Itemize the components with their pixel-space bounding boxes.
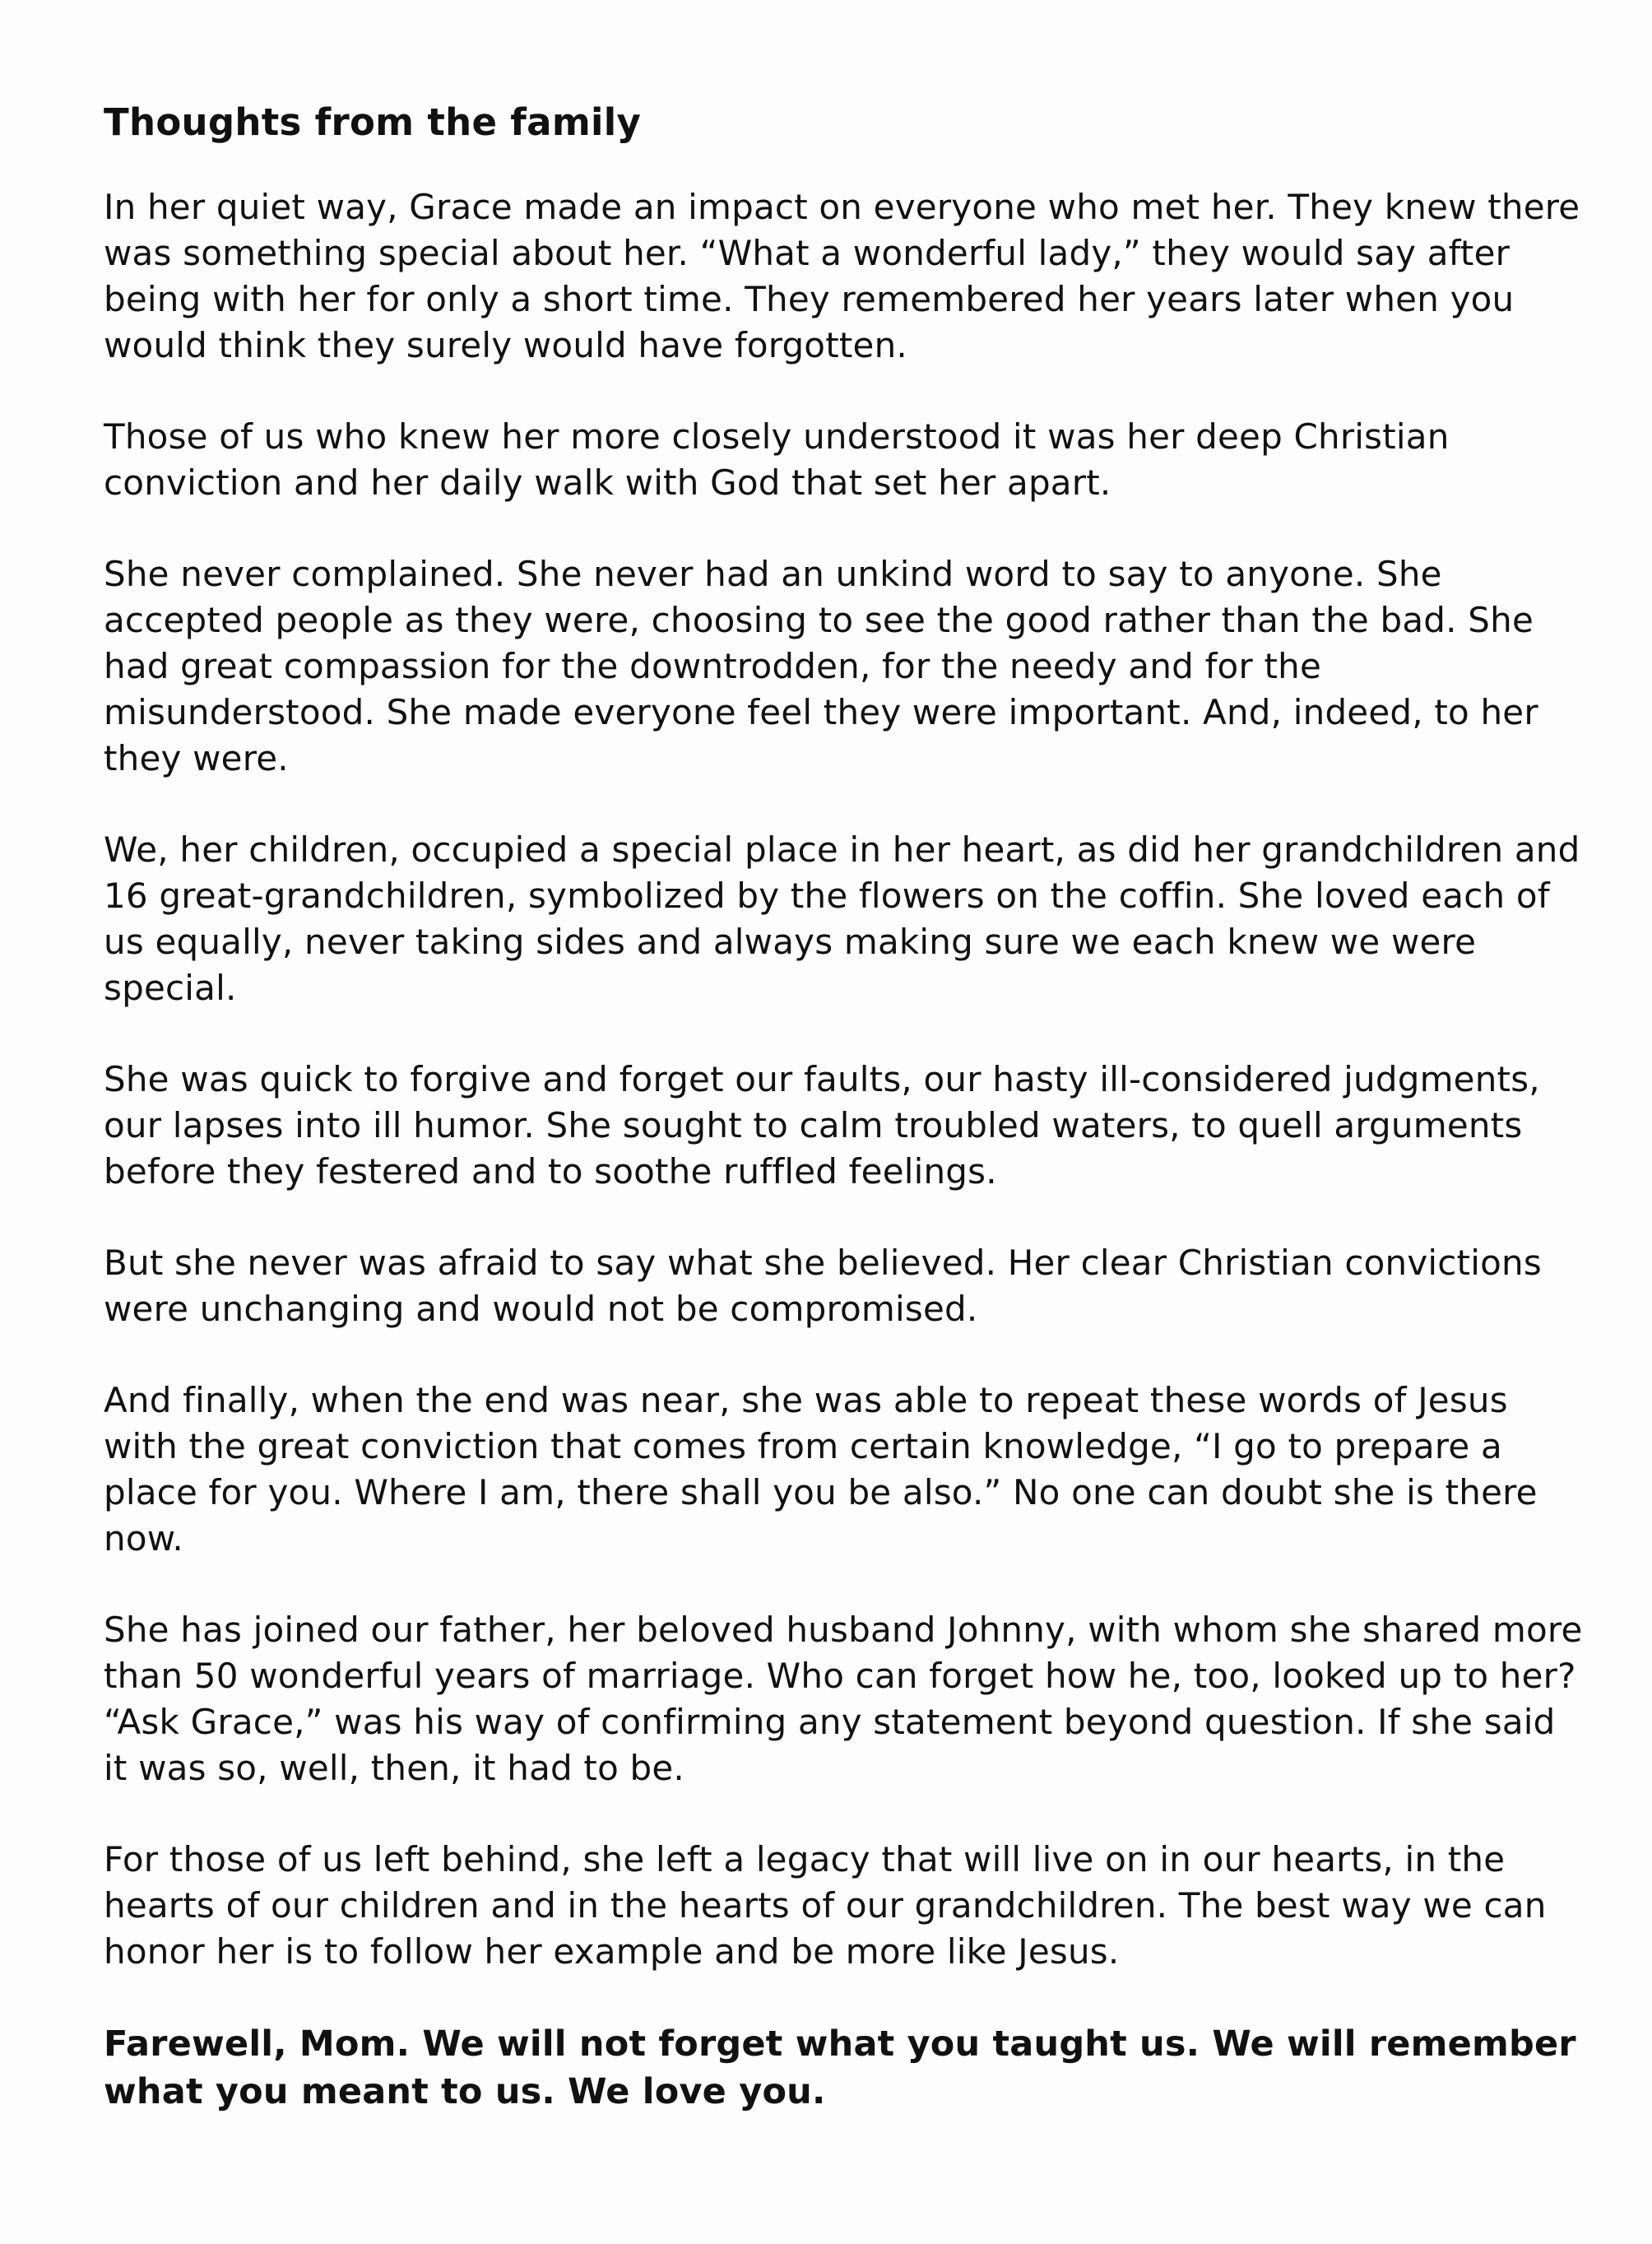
paragraph-8: She has joined our father, her beloved husband Johnny, with whom she shared more than 50 wonderful years of marriage. Who can forget how he, too, looked up to her? “Ask Grace,” was his way of confirming any statement beyond question. If she said it was so, well, then, it had to be. [104,1610,1583,1788]
paragraph-2: Those of us who knew her more closely understood it was her deep Christian conviction and her daily walk with God that set her apart. [104,416,1450,503]
closing-statement: Farewell, Mom. We will not forget what you taught us. We will remember what you meant to us. We love you. [104,2023,1576,2112]
paragraph-9: For those of us left behind, she left a legacy that will live on in our hearts, in the hearts of our children and in the hearts of our grandchildren. The best way we can honor her is to follow her example and be more like Jesus. [104,1839,1547,1972]
paragraph-1: In her quiet way, Grace made an impact on everyone who met her. They knew there was something special about her. “What a wonderful lady,” they would say after being with her for only a short time. They remembered her years later when you would think they surely would have forgotten. [104,187,1580,365]
paragraph-3: She never complained. She never had an unkind word to say to anyone. She accepted people as they were, choosing to see the good rather than the bad. She had great compassion for the downtrodden, for the needy and for the misunderstood. She made everyone feel they were important. And, indeed, to her they were. [104,554,1538,778]
paragraph-7: And finally, when the end was near, she was able to repeat these words of Jesus with the great conviction that comes from certain knowledge, “I go to prepare a place for you. Where I am, there shall you be also.” No one can doubt she is there now. [104,1380,1538,1559]
paragraph-5: She was quick to forgive and forget our faults, our hasty ill-considered judgments, our lapses into ill humor. She sought to calm troubled waters, to quell arguments before they festered and to soothe ruffled feelings. [104,1059,1540,1192]
page-title: Thoughts from the family [104,100,642,144]
paragraph-6: But she never was afraid to say what she believed. Her clear Christian convictions were unchanging and would not be compromised. [104,1243,1542,1329]
document-body [104,99,1585,2116]
paragraph-4: We, her children, occupied a special place in her heart, as did her grandchildren and 16 great-grandchildren, symbolized by the flowers on the coffin. She loved each of us equally, never taking sides and always making sure we each knew we were special. [104,829,1580,1008]
